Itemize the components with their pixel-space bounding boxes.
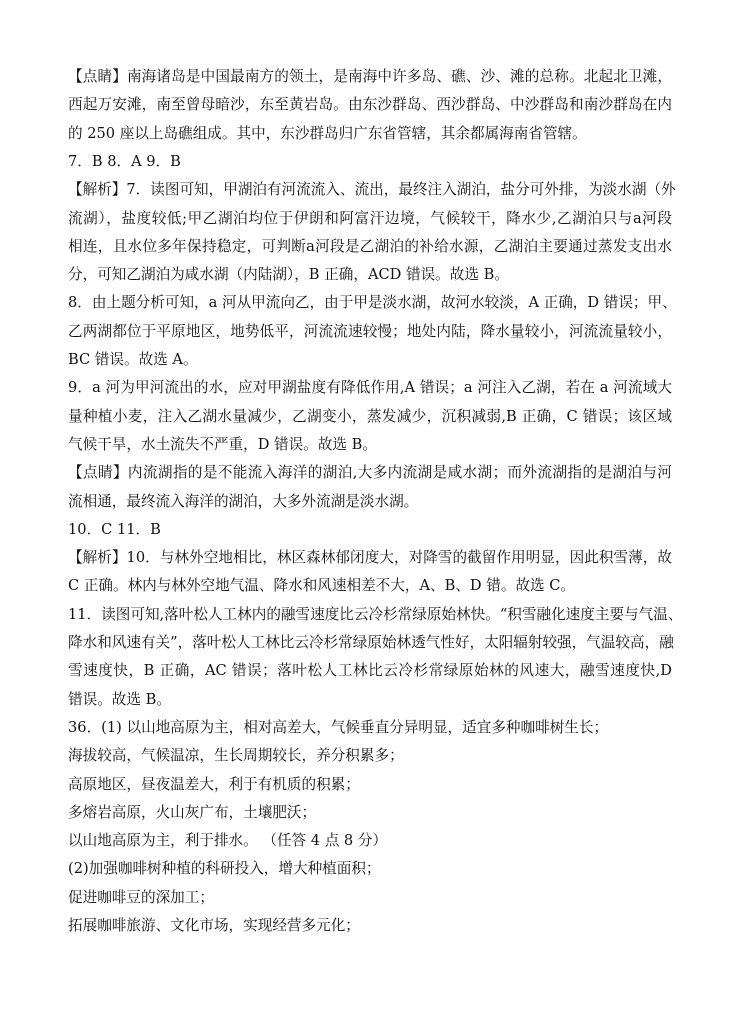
text-line: 海拔较高，气候温凉，生长周期较长，养分积累多； [68,747,404,765]
text-line: 9．a 河为甲河流出的水，应对甲湖盐度有降低作用,A 错误；a 河注入乙湖，若在 a 河流域大 [68,379,672,397]
text-line: 分，可知乙湖泊为咸水湖（内陆湖），B 正确，ACD 错误。故选 B。 [68,266,509,284]
text-line: 以山地高原为主，利于排水。 （任答 4 点 8 分） [68,832,388,850]
text-line: 拓展咖啡旅游、文化市场，实现经营多元化； [68,917,360,934]
text-line: 降水和风速有关”，落叶松人工林比云冷杉常绿原始林透气性好，太阳辐射较强，气温较高，融 [68,634,674,651]
text-line: 乙两湖都位于平原地区，地势低平，河流流速较慢；地处内陆，降水量较小，河流流量较小， [68,322,672,340]
text-line: 多熔岩高原，火山灰广布，土壤肥沃； [68,803,317,821]
text-line: 错误。故选 B。 [68,690,171,708]
text-line: 11．读图可知,落叶松人工林内的融雪速度比云冷杉常绿原始林快。“积雪融化速度主要与气温、 [68,605,683,623]
text-line: 西起万安滩，南至曾母暗沙，东至黄岩岛。由东沙群岛、西沙群岛、中沙群岛和南沙群岛在内 [68,96,672,114]
text-line: 的 250 座以上岛礁组成。其中，东沙群岛归广东省管辖，其余都属海南省管辖。 [68,124,587,142]
text-line: 流湖），盐度较低;甲乙湖泊均位于伊朗和阿富汗边境，气候较干，降水少,乙湖泊只与a河段 [68,209,672,227]
text-line: 雪速度快，B 正确，AC 错误；落叶松人工林比云冷杉常绿原始林的风速大，融雪速度快,D [68,662,672,680]
text-line: 36．(1) 以山地高原为主，相对高差大，气候垂直分异明显，适宜多种咖啡树生长； [68,718,609,736]
text-line: 促进咖啡豆的深加工； [68,888,214,906]
text-line: 相连，且水位多年保持稳定，可判断a河段是乙湖泊的补给水源，乙湖泊主要通过蒸发支出水 [68,237,672,255]
text-line: (2)加强咖啡树种植的科研投入，增大种植面积； [68,860,381,878]
text-line: 量种植小麦，注入乙湖水量减少，乙湖变小，蒸发减少，沉积减弱,B 正确，C 错误；该区域 [68,407,672,425]
text-line: 气候干旱，水土流失不严重，D 错误。故选 B。 [68,435,377,453]
text-line: 【解析】7．读图可知，甲湖泊有河流流入、流出，最终注入湖泊，盐分可外排，为淡水湖（外 [68,181,676,199]
text-line: 10．C 11．B [68,520,161,538]
text-line: 8．由上题分析可知，a 河从甲流向乙，由于甲是淡水湖，故河水较淡，A 正确，D 错误；甲、 [68,294,677,312]
text-line: BC 错误。故选 A。 [68,351,198,368]
text-line: 流相通，最终流入海洋的湖泊，大多外流湖是淡水湖。 [68,492,419,510]
text-line: 高原地区，昼夜温差大，利于有机质的积累； [68,775,360,793]
text-line: 【点睛】南海诸岛是中国最南方的领土，是南海中许多岛、礁、沙、滩的总称。北起北卫滩， [68,68,672,85]
text-line: 7．B 8．A 9．B [68,152,181,170]
text-line: 【解析】10．与林外空地相比，林区森林郁闭度大，对降雪的截留作用明显，因此积雪薄，故 [68,549,672,567]
text-line: C 正确。林内与林外空地气温、降水和风速相差不大，A、B、D 错。故选 C。 [68,577,576,595]
text-line: 【点睛】内流湖指的是不能流入海洋的湖泊,大多内流湖是咸水湖；而外流湖指的是湖泊与河 [68,464,672,482]
